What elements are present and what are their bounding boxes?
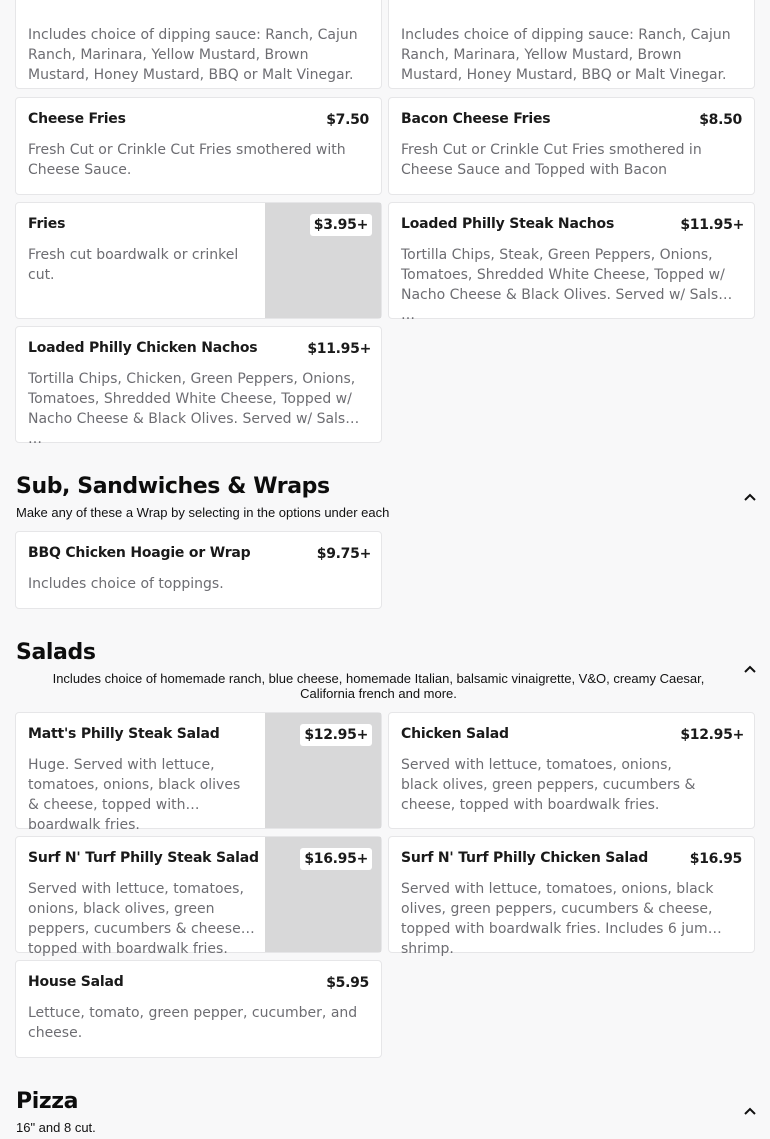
item-price: $16.95 xyxy=(689,851,742,867)
item-description: Fresh cut boardwalk or crinkel cut. xyxy=(28,247,239,283)
item-price: $9.75+ xyxy=(316,546,371,562)
collapse-section-subs-button[interactable] xyxy=(738,485,762,509)
menu-item-house-salad[interactable] xyxy=(15,960,382,1058)
section-subtitle-subs: Make any of these a Wrap by selecting in the options under each xyxy=(16,505,390,520)
item-description: Served with lettuce, tomatoes, onions, black olives, green peppers, cucumbers & cheese, topped with boardwalk fries. xyxy=(28,881,246,957)
menu-item-bbq-chicken-hoagie[interactable] xyxy=(15,531,382,609)
item-description: Served with lettuce, tomatoes, onions, black olives, green peppers, cucumbers & cheese, topped with boardwalk fries. xyxy=(401,757,696,813)
item-description: Served with lettuce, tomatoes, onions, black olives, green peppers, cucumbers & cheese, topped with boardwalk fries. Includes 6 jumbo shrimp. xyxy=(401,881,726,957)
item-description: Tortilla Chips, Steak, Green Peppers, Onions, Tomatoes, Shredded White Cheese, Topped w/ Nacho Cheese & Black Olives. Served w/ Salsa … xyxy=(401,247,727,323)
item-price: $3.95+ xyxy=(310,214,372,236)
item-description: Includes choice of dipping sauce: Ranch, Cajun Ranch, Marinara, Yellow Mustard, Brown Mustard, Honey Mustard, BBQ or Malt Vinegar. xyxy=(401,27,731,83)
item-name: Surf N' Turf Philly Steak Salad xyxy=(28,850,259,866)
collapse-section-salads-button[interactable] xyxy=(738,657,762,681)
item-description: Huge. Served with lettuce, tomatoes, onions, black olives & cheese, topped with boardwalk fries. xyxy=(28,757,241,833)
item-price: $8.50 xyxy=(699,112,742,128)
section-title-subs: Sub, Sandwiches & Wraps xyxy=(16,474,330,499)
item-price: $11.95+ xyxy=(307,341,371,357)
item-description: Fresh Cut or Crinkle Cut Fries smothered in Cheese Sauce and Topped with Bacon xyxy=(401,142,702,178)
menu-item-card[interactable] xyxy=(388,0,755,89)
item-name: House Salad xyxy=(28,974,124,990)
menu-item-chicken-salad[interactable] xyxy=(388,712,755,829)
item-name: Surf N' Turf Philly Chicken Salad xyxy=(401,850,649,866)
item-name: Matt's Philly Steak Salad xyxy=(28,726,220,742)
chevron-up-icon xyxy=(744,665,756,673)
item-name: BBQ Chicken Hoagie or Wrap xyxy=(28,545,251,561)
item-name: Fries xyxy=(28,216,66,232)
item-price: $12.95+ xyxy=(680,727,744,743)
item-price: $11.95+ xyxy=(680,217,744,233)
menu-item-steak-salad[interactable] xyxy=(15,712,382,833)
menu-item-bacon-cheese-fries[interactable] xyxy=(388,97,755,195)
section-title-salads: Salads xyxy=(16,640,96,665)
menu-item-steak-nachos[interactable] xyxy=(388,202,755,323)
menu-item-chicken-nachos[interactable] xyxy=(15,326,382,447)
menu-item-surf-turf-chicken-salad[interactable] xyxy=(388,836,755,957)
item-name: Cheese Fries xyxy=(28,111,126,127)
item-name: Loaded Philly Steak Nachos xyxy=(401,216,615,232)
section-title-pizza: Pizza xyxy=(16,1089,79,1114)
item-description: Fresh Cut or Crinkle Cut Fries smothered with Cheese Sauce. xyxy=(28,142,346,178)
item-name: Chicken Salad xyxy=(401,726,509,742)
section-subtitle-pizza: 16" and 8 cut. xyxy=(16,1120,96,1135)
item-description: Lettuce, tomato, green pepper, cucumber, and cheese. xyxy=(28,1005,358,1041)
item-description: Includes choice of toppings. xyxy=(28,576,224,592)
item-price: $5.95 xyxy=(326,975,369,991)
item-description: Tortilla Chips, Chicken, Green Peppers, Onions, Tomatoes, Shredded White Cheese, Topped w/ Nacho Cheese & Black Olives. Served w/ Salsa … xyxy=(28,371,356,447)
chevron-up-icon xyxy=(744,1107,756,1115)
menu-item-card[interactable] xyxy=(15,0,382,89)
item-description: Includes choice of dipping sauce: Ranch, Cajun Ranch, Marinara, Yellow Mustard, Brown Mustard, Honey Mustard, BBQ or Malt Vinegar. xyxy=(28,27,358,83)
item-price: $12.95+ xyxy=(300,724,372,746)
collapse-section-pizza-button[interactable] xyxy=(738,1099,762,1123)
item-name: Loaded Philly Chicken Nachos xyxy=(28,340,258,356)
chevron-up-icon xyxy=(744,493,756,501)
menu-item-surf-turf-steak-salad[interactable] xyxy=(15,836,382,957)
item-price: $7.50 xyxy=(326,112,369,128)
item-price: $16.95+ xyxy=(300,848,372,870)
section-subtitle-salads: Includes choice of homemade ranch, blue cheese, homemade Italian, balsamic vinaigrette, V&O, creamy Caesar, California french and more. xyxy=(52,671,705,701)
menu-item-fries[interactable] xyxy=(15,202,382,319)
menu-item-cheese-fries[interactable] xyxy=(15,97,382,195)
item-name: Bacon Cheese Fries xyxy=(401,111,551,127)
